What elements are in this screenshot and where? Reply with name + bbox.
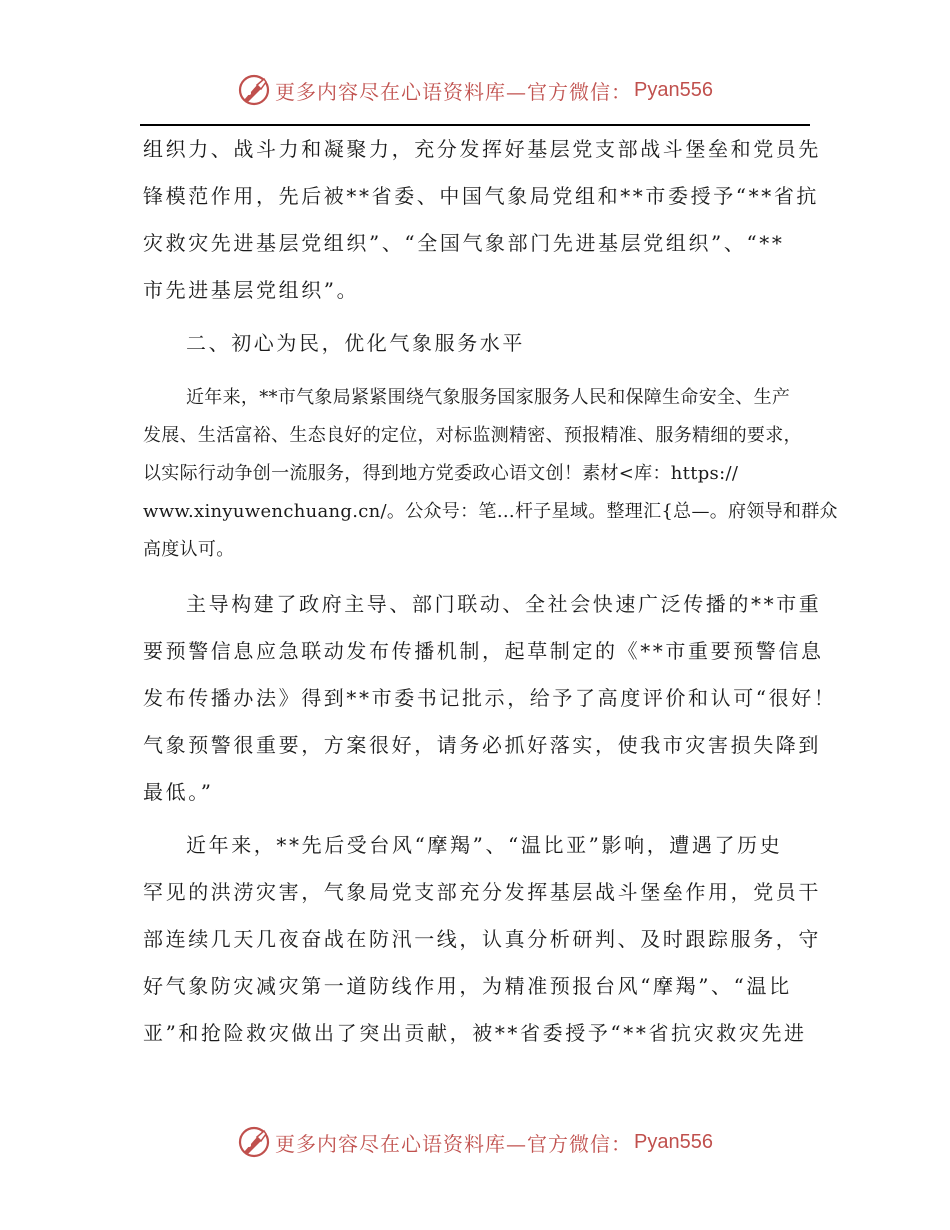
- text-line: 近年来，**先后受台风“摩羯”、“温比亚”影响，遭遇了历史: [186, 833, 783, 857]
- paragraph-4: [143, 822, 821, 1057]
- header-banner: [0, 70, 950, 110]
- header-banner-wechat: Pyan556: [634, 78, 713, 101]
- pen-nib-logo-icon: [237, 73, 271, 107]
- text-line: 罕见的洪涝灾害，气象局党支部充分发挥基层战斗堡垒作用，党员干: [143, 880, 821, 904]
- text-line: 亚”和抢险救灾做出了突出贡献，被**省委授予“**省抗灾救灾先进: [143, 1021, 807, 1045]
- paragraph-1: [143, 126, 821, 314]
- text-line: 近年来，**市气象局紧紧围绕气象服务国家服务人民和保障生命安全、生产: [186, 387, 791, 408]
- text-line: 高度认可。: [143, 539, 235, 560]
- text-line: 组织力、战斗力和凝聚力，充分发挥好基层党支部战斗堡垒和党员先: [143, 137, 821, 161]
- footer-banner-wechat: Pyan556: [634, 1130, 713, 1153]
- pen-nib-logo-icon: [237, 1125, 271, 1159]
- text-line: 主导构建了政府主导、部门联动、全社会快速广泛传播的**市重: [186, 592, 822, 616]
- text-line: 以实际行动争创一流服务，得到地方党委政心语文创！素材<库：https://: [143, 463, 739, 484]
- text-line: 要预警信息应急联动发布传播机制，起草制定的《**市重要预警信息: [143, 639, 824, 663]
- text-line: www.xinyuwenchuang.cn/。公众号：笔…杆子星域。整理汇{总—。府领导和群众: [143, 501, 838, 522]
- text-line: 发布传播办法》得到**市委书记批示，给予了高度评价和认可“很好！: [143, 686, 837, 710]
- paragraph-3: [143, 581, 837, 816]
- document-body: [143, 126, 838, 1057]
- text-line: 锋模范作用，先后被**省委、中国气象局党组和**市委授予“**省抗: [143, 184, 820, 208]
- text-line: 气象预警很重要，方案很好，请务必抓好落实，使我市灾害损失降到: [143, 733, 821, 757]
- paragraph-2: [143, 379, 838, 569]
- footer-banner: [0, 1122, 950, 1162]
- text-line: 部连续几天几夜奋战在防汛一线，认真分析研判、及时跟踪服务，守: [143, 927, 821, 951]
- footer-banner-text: 更多内容尽在心语资料库—官方微信：: [275, 1131, 633, 1156]
- text-line: 好气象防灾减灾第一道防线作用，为精准预报台风“摩羯”、“温比: [143, 974, 792, 998]
- header-banner-text: 更多内容尽在心语资料库—官方微信：: [275, 79, 633, 104]
- text-line: 灾救灾先进基层党组织”、“全国气象部门先进基层党组织”、“**: [143, 231, 785, 255]
- text-line: 发展、生活富裕、生态良好的定位，对标监测精密、预报精准、服务精细的要求，: [143, 425, 802, 446]
- text-line: 市先进基层党组织”。: [143, 278, 360, 302]
- section-heading: 二、初心为民，优化气象服务水平: [186, 331, 525, 355]
- text-line: 最低。”: [143, 780, 214, 804]
